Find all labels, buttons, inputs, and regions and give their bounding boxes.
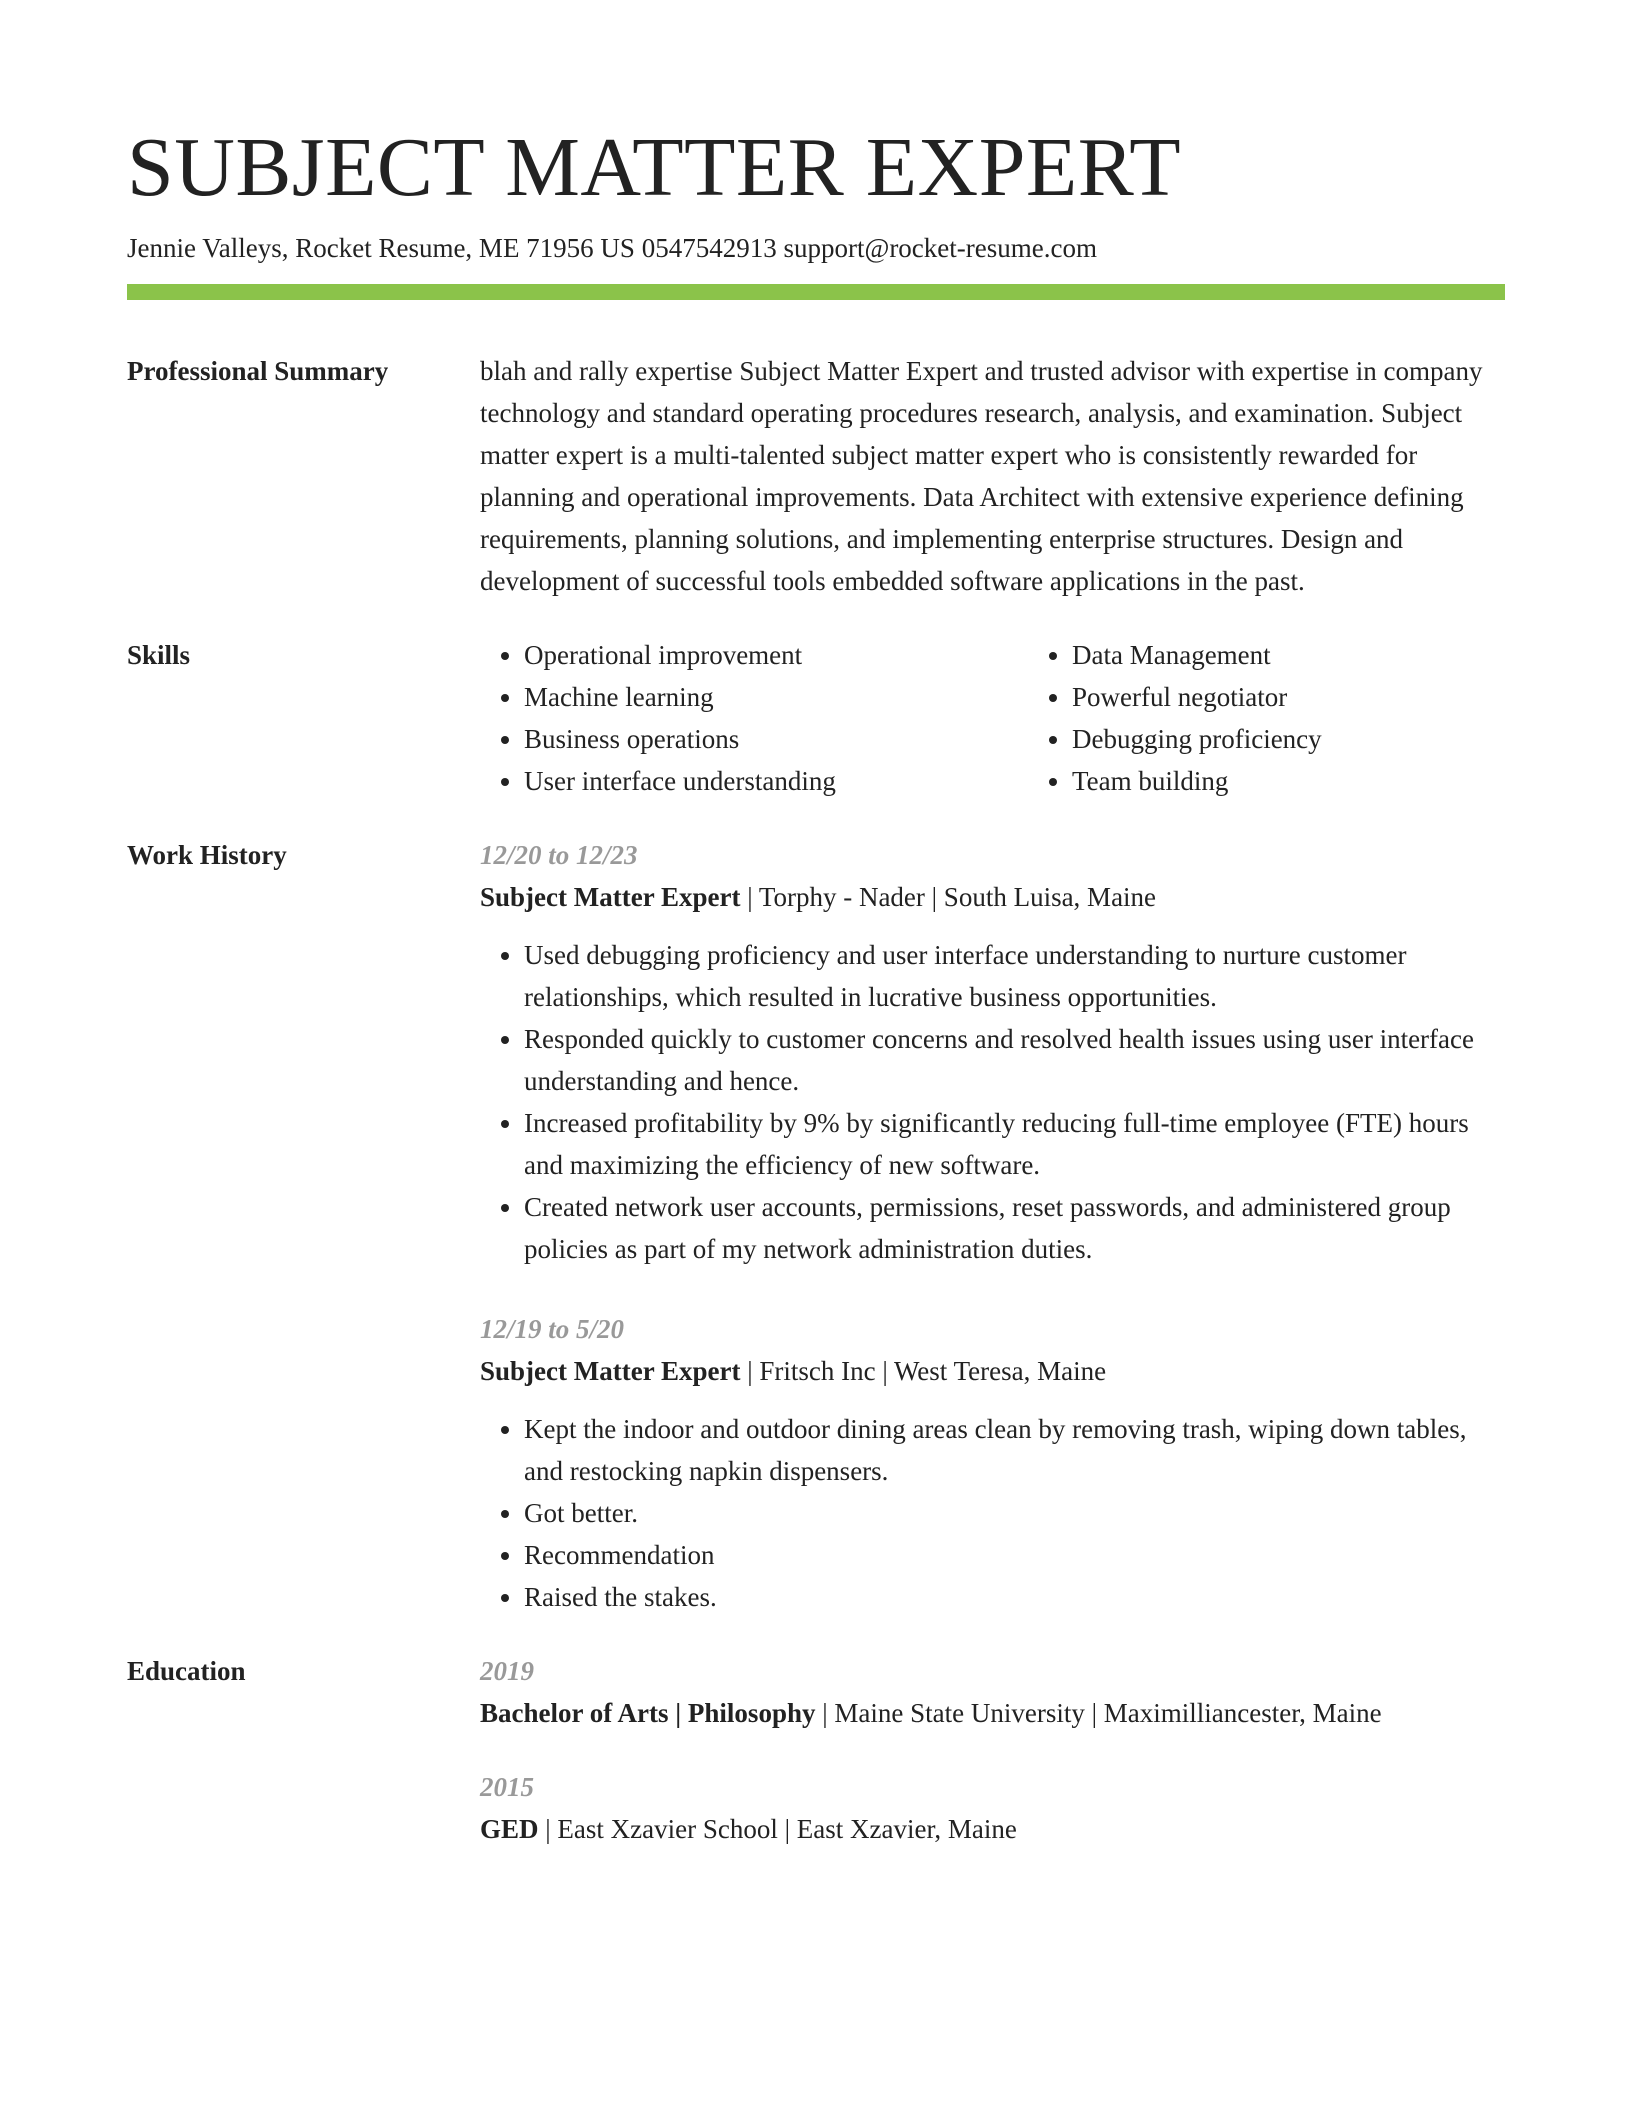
job-details: | Fritsch Inc | West Teresa, Maine — [740, 1356, 1107, 1386]
skills-heading: Skills — [127, 640, 191, 670]
job-title-line — [480, 1350, 1505, 1392]
work-history-heading: Work History — [127, 840, 287, 870]
education-date: 2015 — [480, 1772, 534, 1802]
skill-item: • Powerful negotiator — [1072, 676, 1576, 718]
work-history-section — [127, 834, 1505, 1618]
job-date: 12/19 to 5/20 — [480, 1314, 625, 1344]
resume-page — [127, 118, 1505, 1850]
job-entry — [480, 1308, 1505, 1618]
education-entry — [480, 1650, 1505, 1734]
job-role: Subject Matter Expert — [480, 1356, 741, 1386]
resume-name: SUBJECT MATTER EXPERT — [127, 121, 1182, 214]
summary-heading: Professional Summary — [127, 356, 389, 386]
education-degree: Bachelor of Arts | Philosophy — [480, 1698, 816, 1728]
education-section — [127, 1650, 1505, 1850]
job-role: Subject Matter Expert — [480, 882, 741, 912]
education-line — [480, 1692, 1505, 1734]
skills-list-left — [480, 634, 1028, 802]
skill-item: • Machine learning — [524, 676, 1028, 718]
education-date: 2019 — [480, 1656, 534, 1686]
job-bullets — [480, 934, 1505, 1270]
job-bullets — [480, 1408, 1505, 1618]
job-bullet: • Increased profitability by 9% by significantly reducing full-time employee (FTE) hours and maximizing the efficiency of new software. — [524, 1102, 1505, 1186]
skill-item: • Operational improvement — [524, 634, 1028, 676]
job-bullet: • Kept the indoor and outdoor dining areas clean by removing trash, wiping down tables, and restocking napkin dispensers. — [524, 1408, 1505, 1492]
job-details: | Torphy - Nader | South Luisa, Maine — [740, 882, 1157, 912]
skills-section — [127, 634, 1505, 802]
skill-item: • Team building — [1072, 760, 1576, 802]
job-title-line — [480, 876, 1505, 918]
job-bullet: • Created network user accounts, permissions, reset passwords, and administered group policies as part of my network administration duties. — [524, 1186, 1505, 1270]
skill-item: • Data Management — [1072, 634, 1576, 676]
job-bullet: • Responded quickly to customer concerns and resolved health issues using user interface understanding and hence. — [524, 1018, 1505, 1102]
summary-text: blah and rally expertise Subject Matter Expert and trusted advisor with expertise in company technology and standard operating procedures research, analysis, and examination. Subject matter expert is a multi-talented subject matter expert who is consistently rewarded for planning and operational improvements. Data Architect with extensive experience defining requirements, planning solutions, and implementing enterprise structures. Design and development of successful tools embedded software applications in the past. — [480, 356, 1483, 596]
education-heading: Education — [127, 1656, 246, 1686]
accent-divider — [127, 284, 1505, 300]
education-details: | Maine State University | Maximilliancester, Maine — [815, 1698, 1382, 1728]
education-degree: GED — [480, 1814, 539, 1844]
education-line — [480, 1808, 1505, 1850]
job-bullet: • Used debugging proficiency and user interface understanding to nurture customer relationships, which resulted in lucrative business opportunities. — [524, 934, 1505, 1018]
skills-list-right — [1028, 634, 1576, 802]
skills-grid — [480, 634, 1576, 802]
job-bullet: • Got better. — [524, 1492, 1505, 1534]
education-entry — [480, 1766, 1505, 1850]
summary-section — [127, 350, 1505, 602]
job-bullet: • Recommendation — [524, 1534, 1505, 1576]
skill-item: • Business operations — [524, 718, 1028, 760]
contact-line: Jennie Valleys, Rocket Resume, ME 71956 US 0547542913 support@rocket-resume.com — [127, 233, 1097, 263]
education-details: | East Xzavier School | East Xzavier, Maine — [538, 1814, 1017, 1844]
job-date: 12/20 to 12/23 — [480, 840, 638, 870]
job-bullet: • Raised the stakes. — [524, 1576, 1505, 1618]
skill-item: • Debugging proficiency — [1072, 718, 1576, 760]
skill-item: • User interface understanding — [524, 760, 1028, 802]
job-entry — [480, 834, 1505, 1270]
